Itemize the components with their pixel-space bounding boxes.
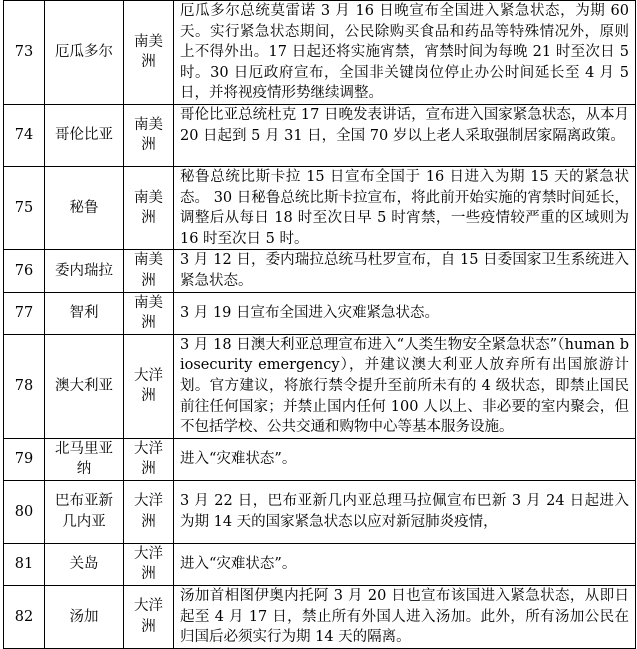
country-name: 北马里亚纳: [45, 438, 124, 480]
region-name: 南美洲: [124, 250, 174, 292]
country-name: 澳大利亚: [45, 334, 124, 438]
country-name: 委内瑞拉: [45, 250, 124, 292]
country-name: 关岛: [45, 543, 124, 585]
table-row: [4, 438, 636, 480]
status-description: 3 月 19 日宣布全国进入灾难紧急状态。: [174, 292, 636, 334]
region-name: 大洋洲: [124, 543, 174, 585]
country-name: 哥伦比亚: [45, 104, 124, 166]
status-description: 秘鲁总统比斯卡拉 15 日宣布全国于 16 日进入为期 15 天的紧急状态。 30 日秘鲁总统比斯卡拉宣布，将此前开始实施的宵禁时间延长， 调整后从每日 18 时至次日早 5 时宵禁，一些疫情较严重的区域则为 16 时至次日 5 时。: [174, 166, 636, 249]
status-description: 3 月 22 日，巴布亚新几内亚总理马拉佩宣布巴新 3 月 24 日起进入为期 14 天的国家紧急状态以应对新冠肺炎疫情，: [174, 480, 636, 543]
row-number: 74: [4, 104, 45, 166]
status-description: 3 月 12 日，委内瑞拉总统马杜罗宣布，自 15 日委国家卫生系统进入紧急状态。: [174, 250, 636, 292]
row-number: 77: [4, 292, 45, 334]
emergency-status-table: [3, 0, 636, 649]
row-number: 78: [4, 334, 45, 438]
table-row: [4, 543, 636, 585]
country-name: 智利: [45, 292, 124, 334]
country-name: 厄瓜多尔: [45, 1, 124, 105]
status-description: 进入“灾难状态”。: [174, 438, 636, 480]
table-row: [4, 1, 636, 105]
row-number: 76: [4, 250, 45, 292]
table-row: [4, 480, 636, 543]
status-description: 3 月 18 日澳大利亚总理宣布进入“人类生物安全紧急状态”（human biosecurity emergency），并建议澳大利亚人放弃所有出国旅游计划。官方建议，将旅行禁令提升至前所未有的 4 级状态，即禁止国民前往任何国家；并禁止国内任何 100 人以上、非必要的室内聚会，但不包括学校、公共交通和购物中心等基本服务设施。: [174, 334, 636, 438]
row-number: 80: [4, 480, 45, 543]
status-description: 汤加首相图伊奥内托阿 3 月 20 日也宣布该国进入紧急状态，从即日起至 4 月 17 日，禁止所有外国人进入汤加。此外，所有汤加公民在归国后必须实行为期 14 天的隔离。: [174, 586, 636, 649]
row-number: 81: [4, 543, 45, 585]
table-row: [4, 104, 636, 166]
country-name: 巴布亚新几内亚: [45, 480, 124, 543]
table-row: [4, 586, 636, 649]
table-row: [4, 250, 636, 292]
row-number: 82: [4, 586, 45, 649]
row-number: 79: [4, 438, 45, 480]
region-name: 大洋洲: [124, 480, 174, 543]
table-row: [4, 334, 636, 438]
status-description: 哥伦比亚总统杜克 17 日晚发表讲话，宣布进入国家紧急状态，从本月 20 日起到 5 月 31 日，全国 70 岁以上老人采取强制居家隔离政策。: [174, 104, 636, 166]
region-name: 大洋洲: [124, 586, 174, 649]
table-row: [4, 292, 636, 334]
row-number: 73: [4, 1, 45, 105]
region-name: 大洋洲: [124, 334, 174, 438]
region-name: 南美洲: [124, 166, 174, 249]
country-name: 秘鲁: [45, 166, 124, 249]
region-name: 南美洲: [124, 292, 174, 334]
country-name: 汤加: [45, 586, 124, 649]
region-name: 大洋洲: [124, 438, 174, 480]
region-name: 南美洲: [124, 104, 174, 166]
region-name: 南美洲: [124, 1, 174, 105]
status-description: 厄瓜多尔总统莫雷诺 3 月 16 日晚宣布全国进入紧急状态，为期 60 天。实行紧急状态期间，公民除购买食品和药品等特殊情况外，原则上不得外出。17 日起还将实施宵禁，宵禁时间为每晚 21 时至次日 5 时。30 日厄政府宣布，全国非关键岗位停止办公时间延长至 4 月 5 日，并将视疫情形势继续调整。: [174, 1, 636, 105]
row-number: 75: [4, 166, 45, 249]
table-row: [4, 166, 636, 249]
status-description: 进入“灾难状态”。: [174, 543, 636, 585]
